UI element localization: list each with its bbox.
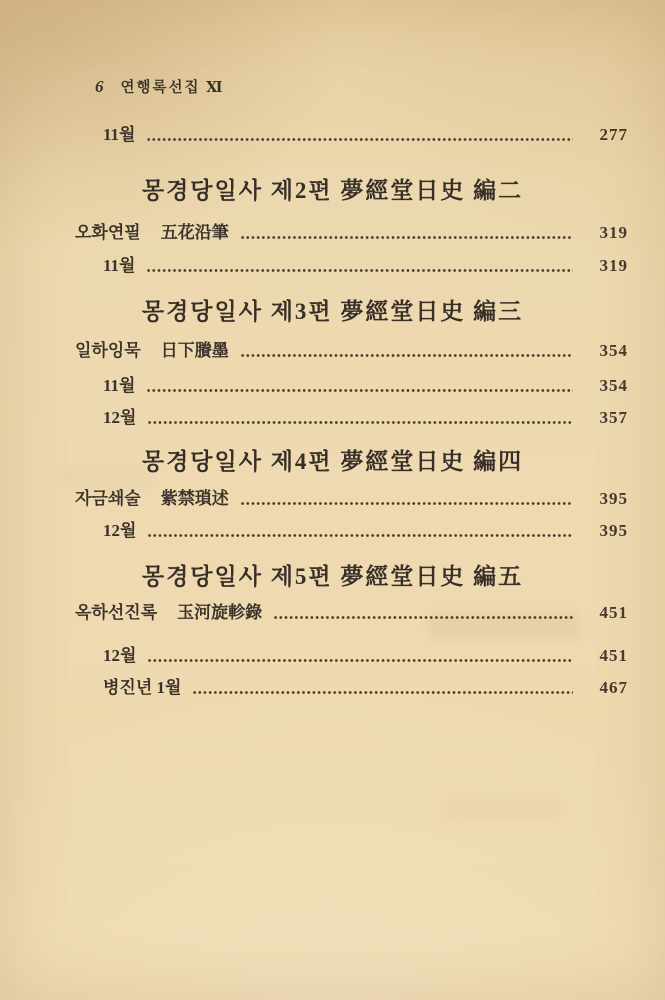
- page-number: 395: [599, 489, 628, 508]
- dot-leader: [146, 388, 573, 393]
- toc-entry: [103, 645, 628, 667]
- toc-entry: [75, 488, 628, 510]
- entry-label: 12월: [103, 646, 137, 665]
- page-number: 277: [599, 125, 628, 144]
- dot-leader: [147, 420, 573, 425]
- toc-section-heading: 몽경당일사 제2편 夢經堂日史 編二: [141, 178, 524, 203]
- page-number: 467: [599, 678, 628, 697]
- toc-entry: [75, 602, 628, 624]
- running-header: [95, 76, 225, 97]
- toc-entry: [103, 124, 628, 146]
- toc-entry: [103, 375, 628, 397]
- dot-leader: [240, 235, 573, 240]
- dot-leader: [192, 690, 573, 695]
- dot-leader: [146, 137, 573, 142]
- page-number: 354: [599, 341, 628, 360]
- toc-entry: [75, 222, 628, 244]
- paper-bleed-through: [440, 800, 560, 820]
- dot-leader: [146, 268, 573, 273]
- entry-hanja: 紫禁瑣述: [160, 489, 229, 508]
- entry-label: 옥하선진록: [75, 603, 158, 622]
- entry-label: 11월: [103, 376, 136, 395]
- dot-leader: [147, 533, 573, 538]
- toc-section-heading: 몽경당일사 제4편 夢經堂日史 編四: [141, 449, 524, 474]
- entry-hanja: 日下賸墨: [160, 341, 229, 360]
- toc-entry: [103, 255, 628, 277]
- page-number: 354: [599, 376, 628, 395]
- entry-label: 12월: [103, 408, 137, 427]
- toc-section-heading: 몽경당일사 제3편 夢經堂日史 編三: [141, 299, 524, 324]
- page-number: 451: [599, 603, 628, 622]
- page-number: 319: [599, 256, 628, 275]
- dot-leader: [273, 615, 573, 620]
- entry-label: 11월: [103, 256, 136, 275]
- entry-hanja: 五花沿筆: [160, 223, 229, 242]
- toc-entry: [103, 520, 628, 542]
- toc-entry: [103, 677, 628, 699]
- entry-label: 오화연필: [75, 223, 141, 242]
- page-number: 357: [599, 408, 628, 427]
- dot-leader: [240, 501, 573, 506]
- dot-leader: [240, 353, 573, 358]
- entry-hanja: 玉河旋軫錄: [177, 603, 263, 622]
- running-title: 연행록선집 Ⅺ: [120, 80, 225, 96]
- entry-label: 병진년 1월: [103, 678, 182, 697]
- entry-label: 일하잉묵: [75, 341, 141, 360]
- toc-entry: [103, 407, 628, 429]
- page-number: 319: [599, 223, 628, 242]
- dot-leader: [147, 658, 573, 663]
- page-number: 395: [599, 521, 628, 540]
- toc-entry: [75, 340, 628, 362]
- entry-label: 12월: [103, 521, 137, 540]
- entry-label: 자금쇄술: [75, 489, 141, 508]
- page-number: 451: [599, 646, 628, 665]
- toc-section-heading: 몽경당일사 제5편 夢經堂日史 編五: [141, 564, 524, 589]
- folio-page-number: 6: [95, 77, 105, 96]
- entry-label: 11월: [103, 125, 136, 144]
